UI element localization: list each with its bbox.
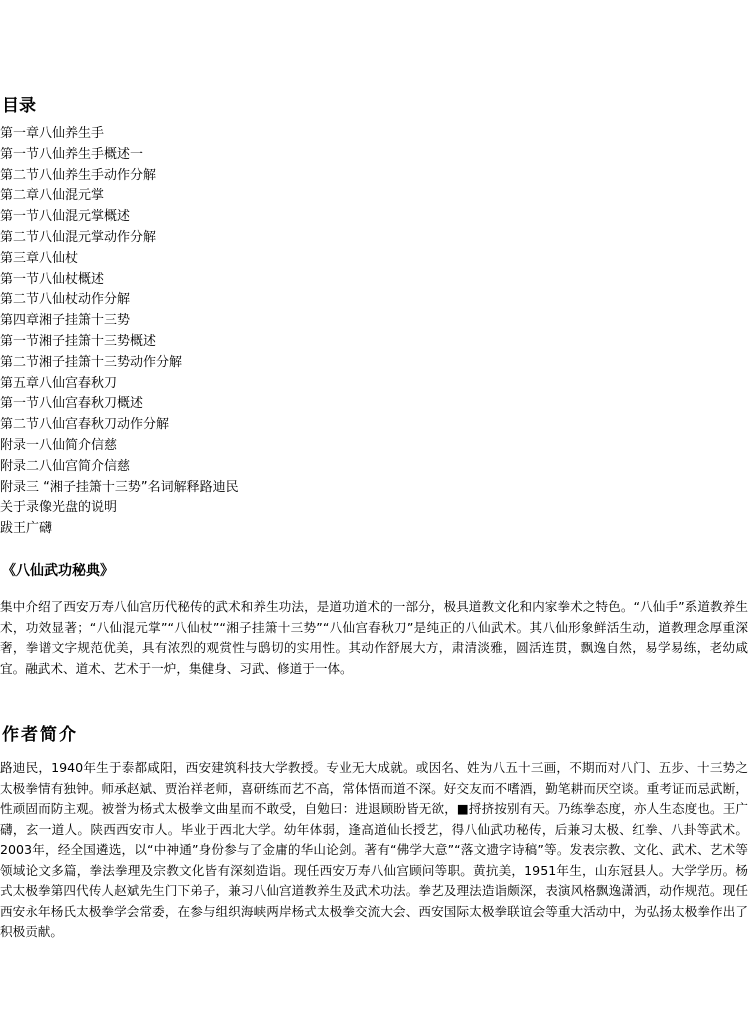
toc-item[interactable]: 第五章八仙宫春秋刀 [0,375,118,391]
toc-item[interactable]: 第二节八仙养生手动作分解 [0,167,157,183]
toc-item[interactable]: 第二节湘子挂箫十三势动作分解 [0,354,183,370]
toc-item[interactable]: 第二节八仙混元掌动作分解 [0,229,157,245]
toc-heading: 目录 [2,96,36,116]
book-title: 《八仙武功秘典》 [2,563,114,579]
toc-item[interactable]: 附录一八仙简介信慈 [0,437,118,453]
toc-item[interactable]: 附录三 “湘子挂箫十三势”名词解释路迪民 [0,479,239,495]
toc-item[interactable]: 第一章八仙养生手 [0,126,105,141]
toc-item[interactable]: 第一节八仙杖概述 [0,271,105,287]
toc-item[interactable]: 第四章湘子挂箫十三势 [0,313,131,329]
author-section-heading: 作者简介 [2,725,78,745]
toc-item[interactable]: 附录二八仙宫简介信慈 [0,458,131,474]
toc-item[interactable]: 关于录像光盘的说明 [0,500,118,516]
toc-item[interactable]: 第一节八仙混元掌概述 [0,209,131,225]
toc-item[interactable]: 第一节八仙养生手概述一 [0,146,144,162]
toc-item[interactable]: 第一节八仙宫春秋刀概述 [0,396,144,412]
toc-item[interactable]: 第二章八仙混元掌 [0,188,105,204]
toc-list [0,124,239,540]
toc-item[interactable]: 第二节八仙宫春秋刀动作分解 [0,417,170,433]
toc-item[interactable]: 跋王广礴 [0,521,53,537]
toc-item[interactable]: 第二节八仙杖动作分解 [0,292,131,308]
toc-item[interactable]: 第三章八仙杖 [0,250,79,266]
book-intro-paragraph: 集中介绍了西安万寿八仙宫历代秘传的武术和养生功法，是道功道术的一部分，极具道教文化和内家拳术之特色。“八仙手”系道教养生术，功效显著；“八仙混元掌”“八仙杖”“湘子挂箫十三势”“八仙宫春秋刀”是纯正的八仙武术。其八仙形象鲜活生动，道教理念厚重深奢，拳谱文字规范优美，具有浓烈的观赏性与鸱切的实用性。其动作舒展大方，肃清淡雅，圆活连贯，飘逸自然，易学易练，老幼咸宜。融武术、道术、艺术于一炉，集健身、习武、修道于一体。 [0,599,748,676]
author-bio-paragraph: 路迪民，1940年生于泰都咸阳，西安建筑科技大学教授。专业无大成就。或因名、姓为八五十三画，不期而对八门、五步、十三势之太极拳情有独钟。师承赵斌、贾治祥老师，喜研练而艺不高，常体悟而道不深。好交友而不嗜酒，勤笔耕而厌空谈。重考证而忌武断，性顽固而防主观。被誉为杨式太极拳文曲星而不敢受，自勉曰：进退顾盼皆无欲，■捋挤按别有天。乃练拳态度，亦人生态度也。王广礴，玄一道人。陕西西安市人。毕业于西北大学。幼年体弱，逢高道仙长授艺，得八仙武功秘传，后兼习太极、红拳、八卦等武术。2003年，经全国遴选，以“中神通”身份参与了金庸的华山论剑。著有“佛学大意”“落文遗字诗稿”等。发表宗教、文化、武术、艺术等领域论文多篇，拳法拳理及宗教文化皆有深刻造诣。现任西安万寿八仙宫顾问等职。黄抗美，1951年生，山东冠县人。大学学历。杨式太极拳第四代传人赵斌先生门下弟子，兼习八仙宫道教养生及武术功法。拳艺及理法造诣颇深，表演风格飘逸潇洒，动作规范。现任西安永年杨氏太极拳学会常委，在参与组织海峡两岸杨式太极拳交流大会、西安国际太极拳联谊会等重大活动中，为弘扬太极拳作出了积极贡献。 [0,760,748,939]
toc-item[interactable]: 第一节湘子挂箫十三势概述 [0,333,157,349]
